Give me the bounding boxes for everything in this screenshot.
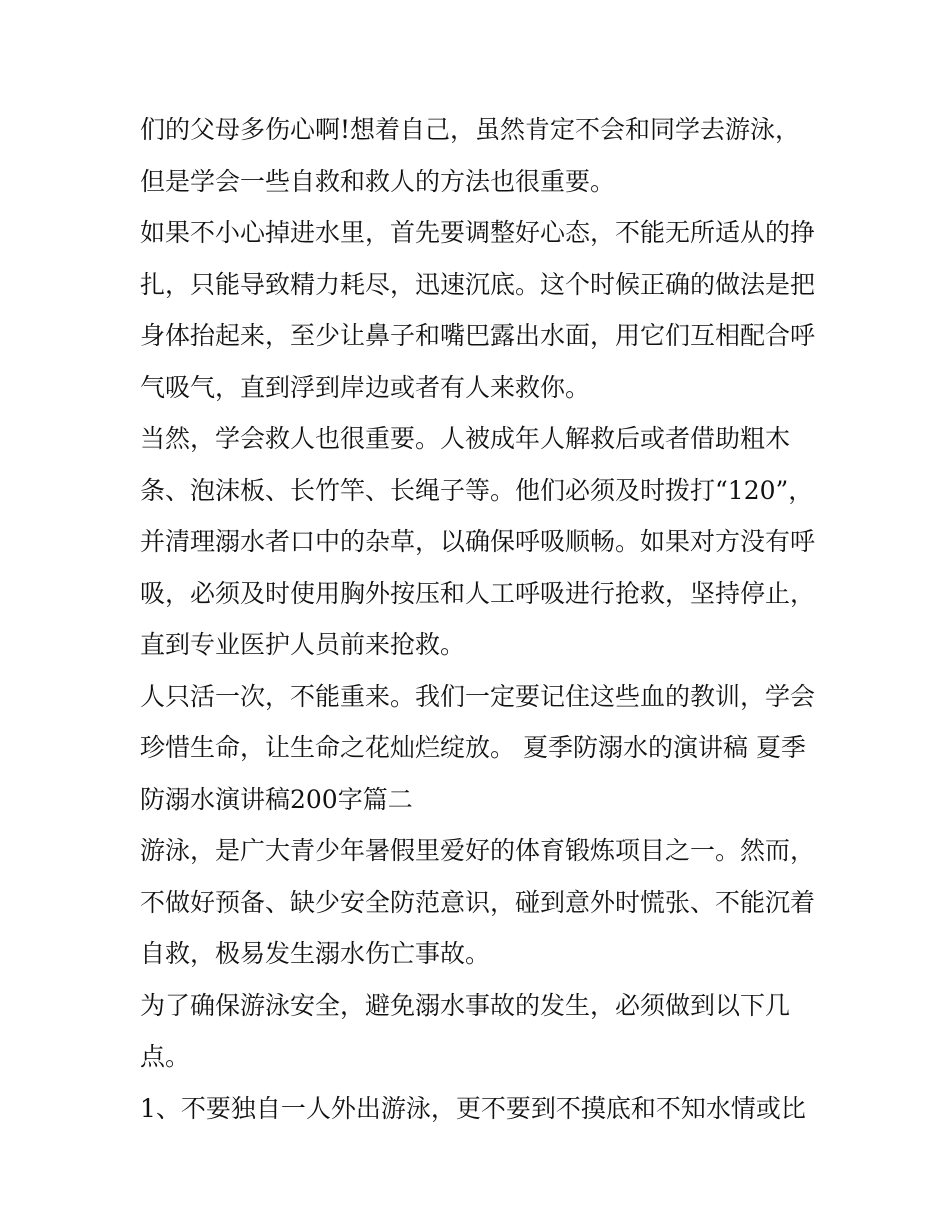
text-line: 自救，极易发生溺水伤亡事故。: [140, 939, 491, 968]
text-line: 点。: [140, 1042, 191, 1071]
text-line: 人只活一次，不能重来。我们一定要记住这些血的教训，学会: [140, 681, 816, 711]
text-line: 当然，学会救人也很重要。人被成年人解救后或者借助粗木: [140, 424, 791, 453]
text-line: 游泳，是广大青少年暑假里爱好的体育锻炼项目之一。然而，: [140, 836, 816, 865]
text-line: 并清理溺水者口中的杂草，以确保呼吸顺畅。如果对方没有呼: [140, 527, 816, 556]
text-line: 但是学会一些自救和救人的方法也很重要。: [140, 166, 616, 196]
body-text: [140, 104, 820, 1134]
text-line: 扎，只能导致精力耗尽，迅速沉底。这个时候正确的做法是把: [140, 269, 816, 299]
text-line: 如果不小心掉进水里，首先要调整好心态，不能无所适从的挣: [140, 218, 816, 247]
text-line: 们的父母多伤心啊!想着自己，虽然肯定不会和同学去游泳，: [140, 115, 801, 144]
text-line: 1、不要独自一人外出游泳，更不要到不摸底和不知水情或比: [140, 1093, 806, 1123]
text-line: 直到专业医护人员前来抢救。: [140, 630, 466, 659]
text-line: 吸，必须及时使用胸外按压和人工呼吸进行抢救，坚持停止，: [140, 578, 816, 608]
text-line: 身体抬起来，至少让鼻子和嘴巴露出水面，用它们互相配合呼: [140, 321, 816, 350]
text-line: 为了确保游泳安全，避免溺水事故的发生，必须做到以下几: [140, 990, 791, 1020]
text-line: 条、泡沫板、长竹竿、长绳子等。他们必须及时拨打“120”，: [140, 475, 814, 505]
text-line: 防溺水演讲稿200字篇二: [140, 784, 413, 814]
text-line: 气吸气，直到浮到岸边或者有人来救你。: [140, 372, 591, 402]
text-line: 珍惜生命，让生命之花灿烂绽放。 夏季防溺水的演讲稿 夏季: [140, 733, 806, 762]
text-line: 不做好预备、缺少安全防范意识，碰到意外时慌张、不能沉着: [140, 887, 816, 917]
